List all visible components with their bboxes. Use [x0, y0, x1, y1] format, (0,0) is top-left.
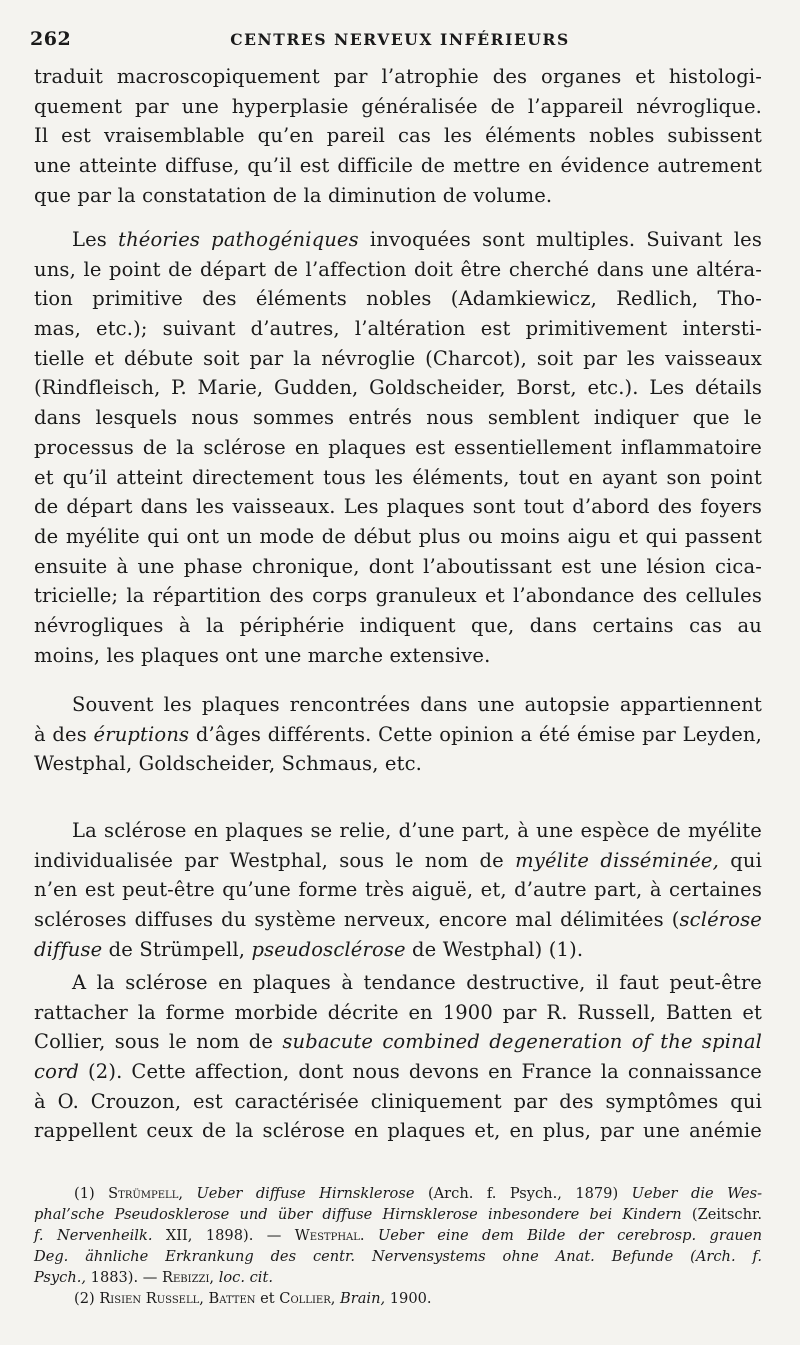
text-line: (Rindfleisch, P. Marie, Gudden, Goldscheider, Borst, etc.). Les détails — [34, 376, 762, 400]
author-name: Collier, — [279, 1290, 336, 1307]
text-span: (1) — [74, 1185, 109, 1202]
text-span: scléroses diffuses du système nerveux, encore mal délimitées ( — [34, 908, 680, 932]
italic-term: phal’sche Pseudosklerose und über diffuse Hirnsklerose inbesondere bei Kindern — [34, 1206, 682, 1223]
italic-term: Ueber diffuse Hirnsklerose — [182, 1185, 415, 1202]
italic-term: Ueber die Wes- — [631, 1185, 762, 1202]
italic-term: pseudosclérose — [251, 937, 406, 961]
author-name: Strümpell, — [108, 1185, 183, 1202]
text-span: 1883). — — [86, 1269, 162, 1286]
text-line: uns, le point de départ de l’affection doit être cherché dans une altéra- — [34, 257, 762, 281]
italic-term: diffuse — [34, 937, 103, 961]
text-span: invoquées sont multiples. Suivant les — [358, 228, 762, 251]
italic-term: éruptions — [93, 722, 190, 746]
footnote-line — [34, 1183, 762, 1204]
text-line: A la sclérose en plaques à tendance destructive, il faut peut-être — [72, 971, 762, 994]
running-title: CENTRES NERVEUX INFÉRIEURS — [230, 30, 570, 49]
italic-term: myélite disséminée, — [515, 848, 719, 872]
text-line: tricielle; la répartition des corps granuleux et l’abondance des cellules — [34, 584, 762, 608]
text-span: Les — [72, 228, 119, 251]
footnotes — [34, 1183, 762, 1309]
text-line: moins, les plaques ont une marche extensive. — [34, 643, 491, 667]
text-line: tion primitive des éléments nobles (Adamkiewicz, Redlich, Tho- — [34, 287, 762, 311]
italic-term: théories pathogéniques — [118, 228, 359, 251]
italic-term: loc. cit. — [214, 1269, 273, 1286]
text-span: à des — [34, 722, 94, 746]
text-span: (Arch. f. Psych., 1879) — [414, 1185, 632, 1202]
text-line: Westphal, Goldscheider, Schmaus, etc. — [34, 752, 422, 776]
footnote-line — [34, 1204, 762, 1225]
text-line: que par la constatation de la diminution de volume. — [34, 183, 553, 207]
text-line: processus de la sclérose en plaques est essentiellement inflammatoire — [34, 435, 762, 459]
author-name: Risien Russell, Batten — [99, 1290, 256, 1307]
text-line: quement par une hyperplasie généralisée de l’appareil névroglique. — [34, 94, 762, 118]
page-header — [30, 28, 770, 54]
footnote-line — [34, 1246, 762, 1267]
text-line: Il est vraisemblable qu’en pareil cas les éléments nobles subissent — [34, 124, 762, 148]
italic-term: sclérose — [679, 908, 762, 932]
text-span: de Strümpell, — [102, 937, 252, 961]
text-line — [34, 1027, 762, 1057]
text-line — [34, 905, 762, 935]
italic-term: Deg. ähnliche Erkrankung des centr. Nervensystems ohne Anat. Befunde (Arch. f. — [34, 1248, 762, 1265]
paragraph-eruptions — [34, 690, 762, 779]
footnote-line — [34, 1267, 762, 1288]
text-line: mas, etc.); suivant d’autres, l’altération est primitivement intersti- — [34, 317, 762, 341]
text-line: dans lesquels nous sommes entrés nous semblent indiquer que le — [34, 406, 762, 430]
italic-term: subacute combined degeneration of the spinal — [282, 1030, 762, 1054]
text-line — [34, 720, 762, 750]
footnote-line — [34, 1288, 762, 1309]
text-line: ensuite à une phase chronique, dont l’aboutissant est une lésion cica- — [34, 554, 762, 578]
text-line: traduit macroscopiquement par l’atrophie des organes et histologi- — [34, 65, 762, 88]
text-span: (Zeitschr. — [681, 1206, 762, 1223]
text-span: de Westphal) (1). — [405, 937, 584, 961]
text-line: rattacher la forme morbide décrite en 1900 par R. Russell, Batten et — [34, 1000, 762, 1024]
text-span: Collier, sous le nom de — [34, 1030, 283, 1054]
italic-term: Psych., — [34, 1269, 87, 1286]
text-line: à O. Crouzon, est caractérisée cliniquement par des symptômes qui — [34, 1089, 762, 1113]
paragraph-pathogenic-theories — [34, 225, 762, 670]
text-line — [34, 846, 762, 876]
text-line — [34, 1057, 762, 1087]
author-name: Westphal. — [294, 1227, 365, 1244]
text-span: (2) — [74, 1290, 100, 1307]
italic-term: f. Nervenheilk. — [34, 1227, 153, 1244]
italic-term: cord — [34, 1060, 80, 1084]
text-span: individualisée par Westphal, sous le nom de — [34, 848, 516, 872]
paragraph-atrophy — [34, 62, 762, 210]
text-span: qui — [718, 848, 762, 872]
text-span: (2). Cette affection, dont nous devons en France la connaissance — [79, 1060, 762, 1084]
text-span: d’âges différents. Cette opinion a été émise par Leyden, — [189, 722, 762, 746]
text-line — [34, 225, 762, 255]
text-line: de départ dans les vaisseaux. Les plaques sont tout d’abord des foyers — [34, 495, 762, 519]
text-line — [34, 935, 762, 965]
text-line: une atteinte diffuse, qu’il est difficile de mettre en évidence autrement — [34, 154, 762, 178]
text-line: rappellent ceux de la sclérose en plaques et, en plus, par une anémie — [34, 1119, 762, 1143]
text-span: XII, 1898). — — [152, 1227, 295, 1244]
text-line: névrogliques à la périphérie indiquent que, dans certains cas au — [34, 613, 762, 637]
text-span: 1900. — [385, 1290, 432, 1307]
italic-term: Ueber eine dem Bilde der cerebrosp. grauen — [364, 1227, 762, 1244]
text-line: de myélite qui ont un mode de début plus ou moins aigu et qui passent — [34, 524, 762, 548]
text-line: et qu’il atteint directement tous les éléments, tout en ayant son point — [34, 465, 762, 489]
text-span: et — [255, 1290, 280, 1307]
italic-term: Brain, — [335, 1290, 386, 1307]
text-line: n’en est peut-être qu’une forme très aiguë, et, d’autre part, à certaines — [34, 878, 762, 902]
text-line: La sclérose en plaques se relie, d’une part, à une espèce de myélite — [72, 819, 762, 842]
author-name: Rebizzi, — [162, 1269, 215, 1286]
paragraph-myelitis — [34, 816, 762, 964]
page-number: 262 — [30, 28, 72, 50]
footnote-line — [34, 1225, 762, 1246]
text-line: tielle et débute soit par la névroglie (Charcot), soit par les vaisseaux — [34, 346, 762, 370]
paragraph-combined-degeneration — [34, 968, 762, 1146]
text-line: Souvent les plaques rencontrées dans une autopsie appartiennent — [72, 693, 762, 716]
